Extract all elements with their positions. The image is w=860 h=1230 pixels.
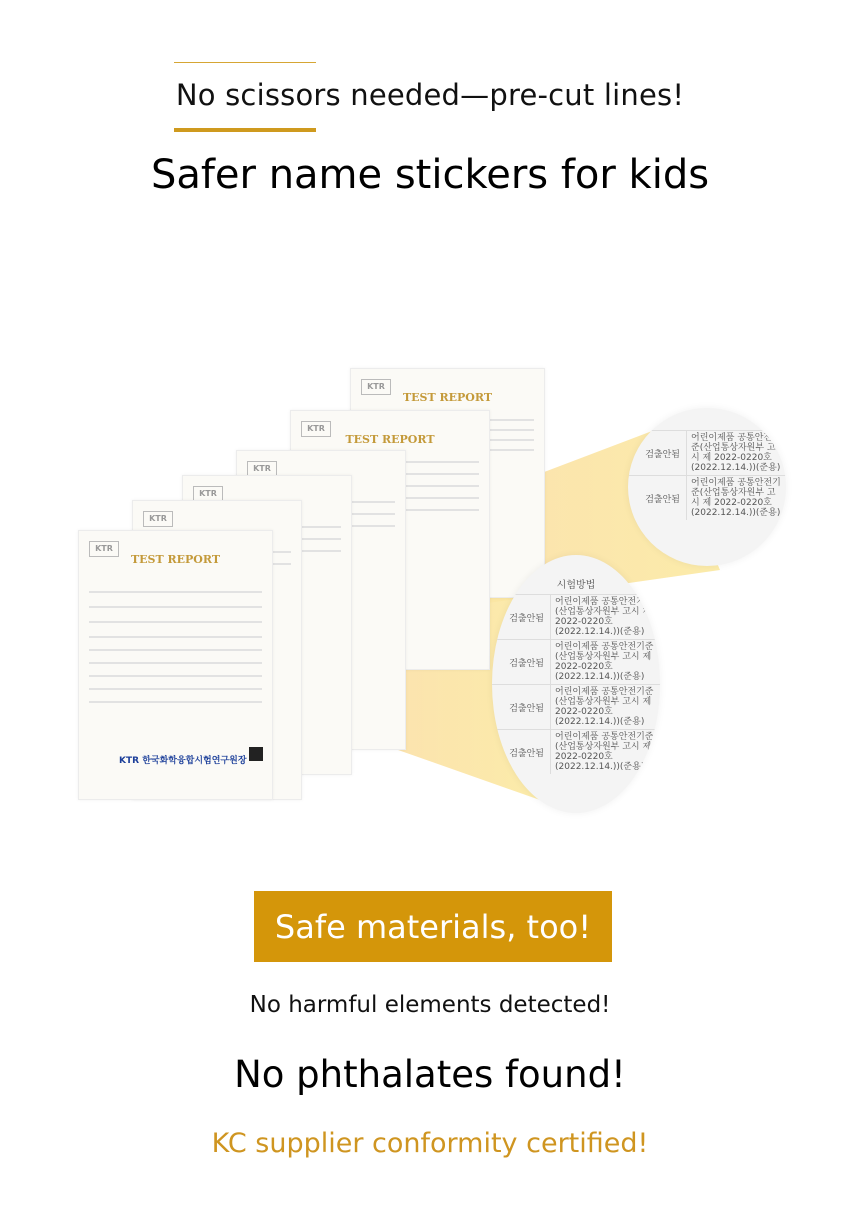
zoom-circle-upper: 검출안됨 어린이제품 공통안전기준(산업통상자원부 고시 제 2022-0220호(2022.12.14.))(준용) 검출안됨 어린이제품 공통안전기준(산업통상자원부 고시 제 2022-0220호(2022.12.14.))(준용) [628, 408, 786, 566]
ktr-logo: KTR [361, 379, 391, 395]
ktr-logo: KTR [193, 486, 223, 502]
report-page-front [78, 530, 273, 800]
report-title: TEST REPORT [345, 433, 435, 446]
page-title: Safer name stickers for kids [150, 152, 710, 198]
claim-phthalates: No phthalates found! [234, 1053, 626, 1096]
ktr-logo: KTR [247, 461, 277, 477]
report-title: TEST REPORT [402, 391, 493, 404]
claim-kc-certified: KC supplier conformity certified! [211, 1128, 649, 1159]
top-accent-line [174, 62, 316, 63]
test-report-image [60, 350, 800, 830]
subheading-underline [174, 128, 316, 132]
subheading: No scissors needed—pre-cut lines! [175, 78, 685, 112]
ktr-logo: KTR [143, 511, 173, 527]
zoom-circle-lower: 시험방법 검출안됨 어린이제품 공통안전기준(산업통상자원부 고시 제 2022-0220호(2022.12.14.))(준용) 검출안됨 어린이제품 공통안전기준(산업통상자원부 고시 제 2022-0220호(2022.12.14.))(준용) 검출안됨 어린이제품 공통안전기준(산업통상자원부 고시 제 2022-0220호(2022.12.14.))(준용) 검출안됨 어린이제품 공통안전기준(산업통상자원부 고시 제 2022-0220호(2022.12.14.))(준용) [492, 555, 660, 813]
ktr-logo: KTR [89, 541, 119, 557]
lab-name: KTR 한국화학융합시험연구원장 [119, 756, 247, 766]
claim-harmful-elements: No harmful elements detected! [249, 992, 611, 1018]
safe-materials-badge [254, 891, 612, 962]
report-title: TEST REPORT [130, 553, 221, 566]
badge-label: Safe materials, too! [274, 907, 592, 946]
ktr-logo: KTR [301, 421, 331, 437]
qr-code-icon [249, 747, 263, 761]
